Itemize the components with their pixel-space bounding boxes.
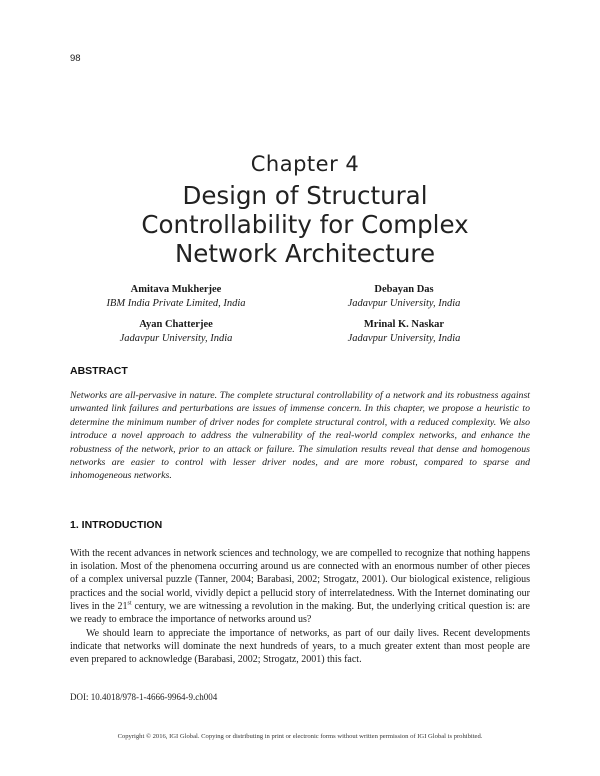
paragraph xyxy=(70,547,530,626)
author-block-3 xyxy=(61,318,291,346)
paragraph-text: century, we are witnessing a revolution in the making. But, the underlying critical question is: are we ready to embrace the importance of networks around us? xyxy=(70,600,530,626)
author-name: Mrinal K. Naskar xyxy=(363,319,445,330)
chapter-label: Chapter 4 xyxy=(250,152,360,176)
page-number: 98 xyxy=(70,53,81,64)
copyright-notice: Copyright © 2016, IGI Global. Copying or distributing in print or electronic forms without written permission of IGI Global is prohibited. xyxy=(117,733,483,740)
abstract-heading: ABSTRACT xyxy=(70,365,128,377)
title-line-1: Design of Structural xyxy=(182,181,428,210)
author-name: Debayan Das xyxy=(374,284,434,295)
title-line-2: Controllability for Complex xyxy=(141,210,469,239)
title-line-3: Network Architecture xyxy=(174,239,436,268)
author-block-4 xyxy=(289,318,519,346)
author-name: Ayan Chatterjee xyxy=(139,319,213,330)
superscript: st xyxy=(127,600,132,607)
author-affiliation: Jadavpur University, India xyxy=(347,298,461,309)
author-name: Amitava Mukherjee xyxy=(130,284,222,295)
paragraph-text: With the recent advances in network sciences and technology, we are compelled to recognize that nothing happens in isolation. Most of the phenomena occurring around us are connected with an enormous number of other pieces of a complex universal puzzle (Tanner, 2004; Barabasi, 2002; Strogatz, 2001). Our biological existence, religious practices and the social world, vividly depict a pellucid story of interrelatedness. With the Internet dominating our lives in the 21 xyxy=(70,548,530,612)
introduction-body xyxy=(70,547,530,666)
author-affiliation: IBM India Private Limited, India xyxy=(106,298,246,309)
paragraph: We should learn to appreciate the importance of networks, as part of our daily lives. Recent developments indicate that networks will dominate the next hundreds of years, to a much greater extent than most people are even prepared to acknowledge (Barabasi, 2002; Strogatz, 2001) this fact. xyxy=(70,627,530,666)
chapter-title xyxy=(70,181,540,268)
author-affiliation: Jadavpur University, India xyxy=(119,333,233,344)
doi: DOI: 10.4018/978-1-4666-9964-9.ch004 xyxy=(70,692,218,702)
abstract-text: Networks are all-pervasive in nature. The complete structural controllability of a network and its robustness against unwanted link failures and perturbations are issues of immense concern. In this chapter, we propose a heuristic to determine the minimum number of driver nodes for complete structural control, with a reduced complexity. We also introduce a novel approach to address the vulnerability of the real-world complex networks, and enhance the robustness of the network, prior to an attack or failure. The simulation results reveal that dense and homogenous networks are easier to control with lesser driver nodes, and are more robust, compared to sparse and inhomogeneous networks. xyxy=(70,390,530,482)
author-affiliation: Jadavpur University, India xyxy=(347,333,461,344)
author-block-2 xyxy=(289,283,519,311)
introduction-heading: 1. INTRODUCTION xyxy=(70,519,163,531)
author-block-1 xyxy=(61,283,291,311)
